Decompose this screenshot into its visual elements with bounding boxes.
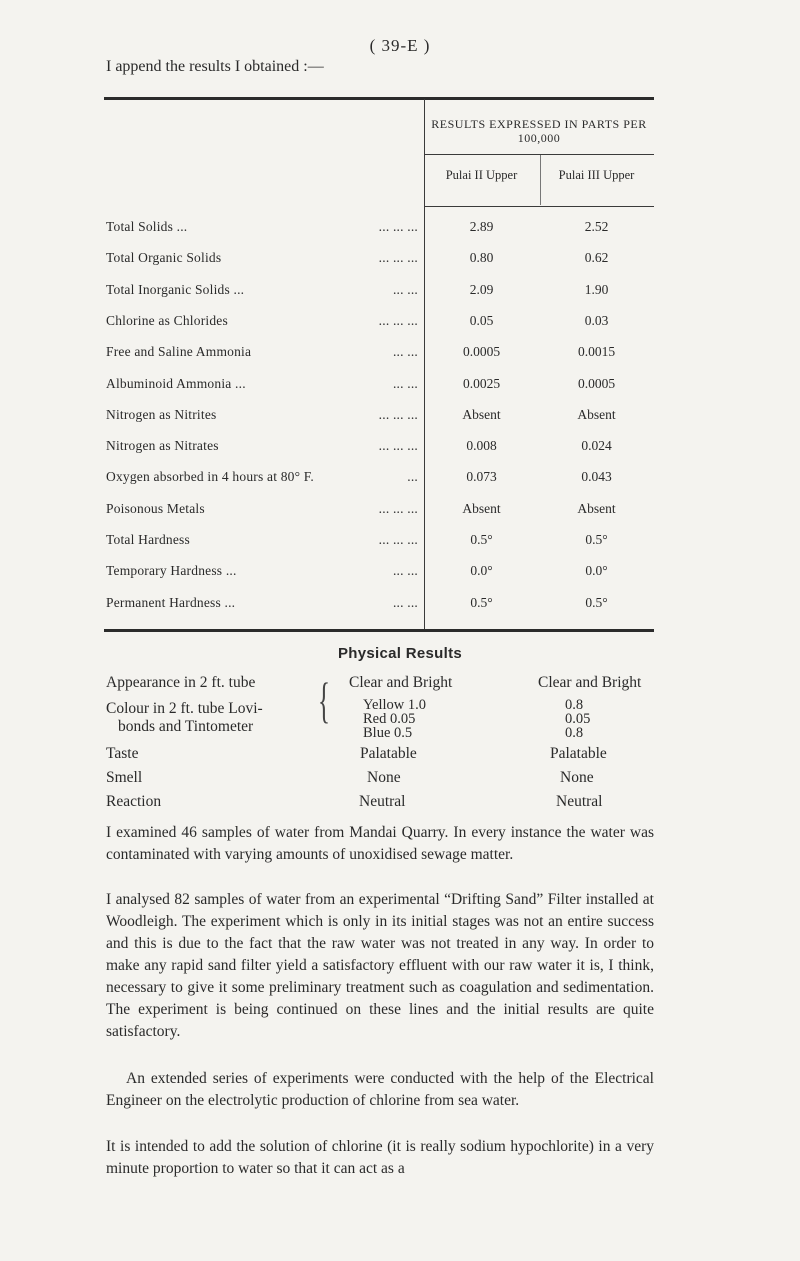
colour-values-1 (363, 698, 426, 740)
colour-values-2 (565, 698, 590, 740)
brace-icon: { (318, 672, 330, 728)
row-label (106, 501, 205, 517)
cell-pulai-ii: 0.0025 (462, 376, 501, 391)
cell-pulai-iii: 0.03 (584, 313, 609, 328)
row-label-text: Chlorine as Chlorides (106, 313, 228, 328)
row-leader-dots: ... ... ... (378, 250, 418, 265)
row-label (106, 532, 190, 548)
cell-pulai-iii: Absent (577, 407, 616, 422)
cell-pulai-iii: 1.90 (584, 282, 609, 297)
colour-red-1: Red 0.05 (363, 711, 416, 727)
row-label-text: Poisonous Metals (106, 501, 205, 516)
row-label (106, 344, 251, 360)
row-label-text: Oxygen absorbed in 4 hours at 80° F. (106, 469, 314, 484)
row-label-text: Total Inorganic Solids ... (106, 282, 245, 297)
smell-value-2: None (560, 769, 594, 786)
column-head-pulai-ii: Pulai II Upper (445, 168, 518, 182)
reaction-value-1: Neutral (359, 793, 406, 810)
row-label (106, 407, 216, 423)
paragraph-mandai: I examined 46 samples of water from Mandai Quarry. In every instance the water was contaminated with varying amounts of unoxidised sewage matter. (106, 824, 654, 863)
colour-red-2: 0.05 (565, 711, 591, 727)
cell-pulai-ii: 0.008 (466, 438, 497, 453)
cell-pulai-ii: 0.5° (470, 532, 493, 547)
cell-pulai-iii: 0.043 (581, 469, 612, 484)
cell-pulai-iii: 0.0° (585, 563, 608, 578)
results-header: RESULTS EXPRESSED IN PARTS PER 100,000 (431, 117, 647, 145)
row-leader-dots: ... ... (392, 595, 418, 610)
cell-pulai-iii: 0.0005 (577, 376, 616, 391)
row-leader-dots: ... ... ... (378, 438, 418, 453)
row-leader-dots: ... ... (392, 376, 418, 391)
row-leader-dots: ... ... ... (378, 501, 418, 516)
row-label (106, 219, 187, 235)
row-label-text: Albuminoid Ammonia ... (106, 376, 246, 391)
column-head-rule (424, 206, 654, 207)
cell-pulai-ii: 0.05 (469, 313, 494, 328)
cell-pulai-iii: 0.5° (585, 595, 608, 610)
row-label-text: Total Hardness (106, 532, 190, 547)
colour-label-line2: bonds and Tintometer (118, 718, 254, 735)
colour-yellow-2: 0.8 (565, 697, 584, 713)
appearance-value-2: Clear and Bright (538, 674, 642, 691)
row-label (106, 250, 221, 266)
row-leader-dots: ... ... ... (378, 532, 418, 547)
row-label-text: Nitrogen as Nitrates (106, 438, 219, 453)
paragraph-chlorine: It is intended to add the solution of chlorine (it is really sodium hypochlorite) in a very minute proportion to water so that it can act as a (106, 1138, 654, 1177)
row-label (106, 376, 246, 392)
cell-pulai-ii: 2.09 (469, 282, 494, 297)
appearance-label: Appearance in 2 ft. tube (106, 674, 256, 691)
cell-pulai-ii: Absent (462, 501, 501, 516)
row-leader-dots: ... ... ... (378, 313, 418, 328)
row-label-text: Free and Saline Ammonia (106, 344, 252, 359)
row-label (106, 313, 228, 329)
header-rule (424, 154, 654, 155)
cell-pulai-iii: Absent (577, 501, 616, 516)
table-top-rule (104, 97, 654, 100)
row-label (106, 595, 235, 611)
taste-value-2: Palatable (550, 745, 607, 762)
taste-label: Taste (106, 745, 139, 762)
table-bottom-rule (104, 629, 654, 632)
cell-pulai-ii: 0.5° (470, 595, 493, 610)
colour-blue-2: 0.8 (565, 725, 584, 741)
physical-results-title: Physical Results (337, 645, 463, 662)
row-leader-dots: ... ... (392, 344, 418, 359)
paragraph-electrolytic: An extended series of experiments were conducted with the help of the Electrical Engineer on the electrolytic production of chlorine from sea water. (106, 1070, 654, 1109)
cell-pulai-iii: 0.5° (585, 532, 608, 547)
cell-pulai-ii: 0.80 (469, 250, 494, 265)
row-label-text: Permanent Hardness ... (106, 595, 236, 610)
reaction-value-2: Neutral (556, 793, 603, 810)
row-leader-dots: ... ... (392, 563, 418, 578)
cell-pulai-ii: 0.073 (466, 469, 497, 484)
row-label-text: Total Organic Solids (106, 250, 222, 265)
cell-pulai-iii: 0.024 (581, 438, 612, 453)
row-leader-dots: ... ... ... (378, 407, 418, 422)
appearance-value-1: Clear and Bright (349, 674, 453, 691)
row-leader-dots: ... ... (392, 282, 418, 297)
cell-pulai-iii: 0.0015 (577, 344, 616, 359)
colour-blue-1: Blue 0.5 (363, 725, 413, 741)
taste-value-1: Palatable (360, 745, 417, 762)
colour-yellow-1: Yellow 1.0 (363, 697, 426, 713)
row-label (106, 563, 237, 579)
row-leader-dots: ... (407, 469, 418, 484)
cell-pulai-ii: 0.0° (470, 563, 493, 578)
cell-pulai-ii: Absent (462, 407, 501, 422)
page-number: ( 39-E ) (369, 36, 431, 55)
cell-pulai-iii: 2.52 (584, 219, 609, 234)
reaction-label: Reaction (106, 793, 162, 810)
row-leader-dots: ... ... ... (378, 219, 418, 234)
row-label (106, 282, 244, 298)
row-label (106, 438, 219, 454)
colour-label-line1: Colour in 2 ft. tube Lovi- (106, 700, 263, 717)
row-label-text: Total Solids ... (106, 219, 188, 234)
row-label (106, 469, 314, 485)
smell-label: Smell (106, 769, 143, 786)
cell-pulai-ii: 2.89 (469, 219, 494, 234)
row-label-text: Nitrogen as Nitrites (106, 407, 217, 422)
paragraph-drifting-sand: I analysed 82 samples of water from an experimental “Drifting Sand” Filter installed at Woodleigh. The experiment which is only in its initial stages was not an entire success and this is due to the fact that the raw water was not treated in any way. In order to make any rapid sand filter yield a satisfactory effluent with our raw water it is, I think, necessary to give it some preliminary treatment such as coagulation and sedimentation. The experiment is being continued on these lines and the initial results are quite satisfactory. (106, 891, 654, 1040)
cell-pulai-iii: 0.62 (584, 250, 609, 265)
smell-value-1: None (367, 769, 401, 786)
intro-text: I append the results I obtained :— (106, 58, 324, 75)
row-label-text: Temporary Hardness ... (106, 563, 237, 578)
cell-pulai-ii: 0.0005 (462, 344, 501, 359)
column-head-pulai-iii: Pulai III Upper (558, 168, 635, 182)
